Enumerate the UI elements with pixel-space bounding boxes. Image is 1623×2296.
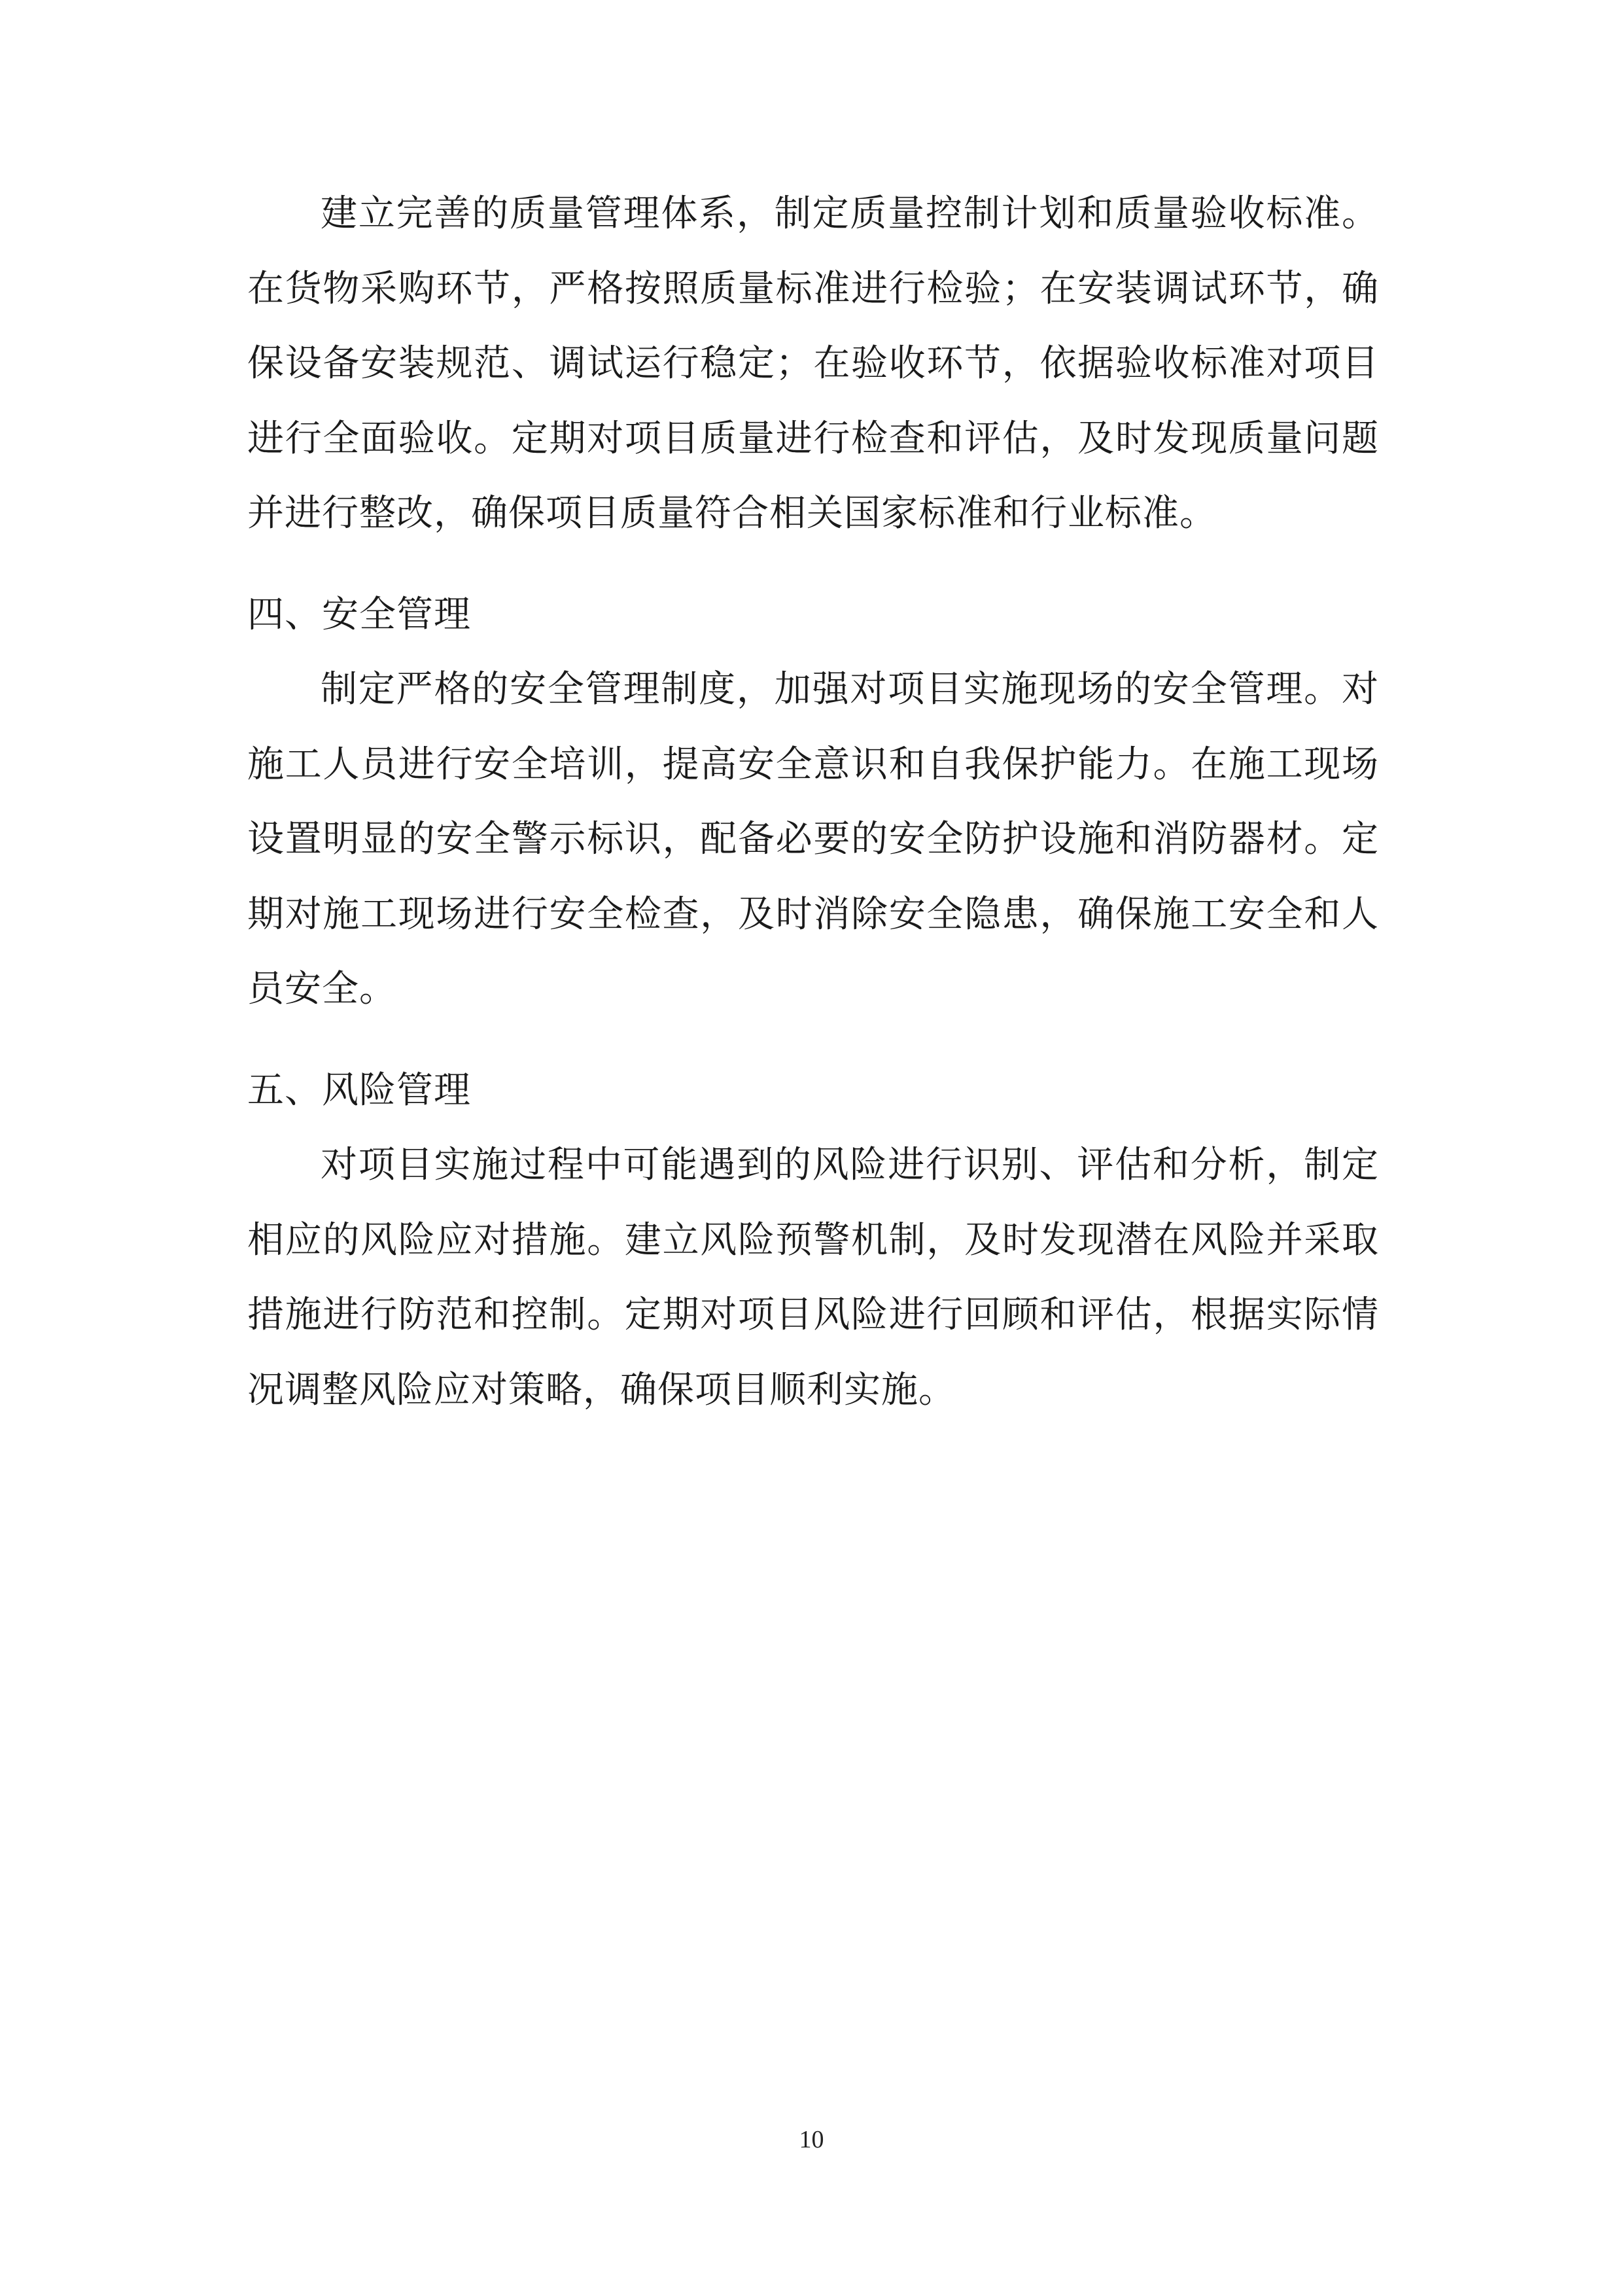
quality-paragraph: 建立完善的质量管理体系，制定质量控制计划和质量验收标准。在货物采购环节，严格按照质量标准进行检验；在安装调试环节，确保设备安装规范、调试运行稳定；在验收环节，依据验收标准对项目进行全面验收。定期对项目质量进行检查和评估，及时发现质量问题并进行整改，确保项目质量符合相关国家标准和行业标准。	[247, 192, 1379, 535]
section-gap	[247, 552, 1379, 578]
document-body	[247, 177, 1379, 1428]
section-heading-safety: 四、安全管理	[247, 593, 471, 636]
section-gap	[247, 1027, 1379, 1053]
risk-paragraph: 对项目实施过程中可能遇到的风险进行识别、评估和分析，制定相应的风险应对措施。建立风险预警机制，及时发现潜在风险并采取措施进行防范和控制。定期对项目风险进行回顾和评估，根据实际情况调整风险应对策略，确保项目顺利实施。	[247, 1144, 1379, 1411]
safety-paragraph: 制定严格的安全管理制度，加强对项目实施现场的安全管理。对施工人员进行安全培训，提高安全意识和自我保护能力。在施工现场设置明显的安全警示标识，配备必要的安全防护设施和消防器材。定期对施工现场进行安全检查，及时消除安全隐患，确保施工安全和人员安全。	[247, 668, 1379, 1010]
section-heading-risk: 五、风险管理	[247, 1069, 471, 1112]
page-number: 10	[799, 2126, 824, 2153]
